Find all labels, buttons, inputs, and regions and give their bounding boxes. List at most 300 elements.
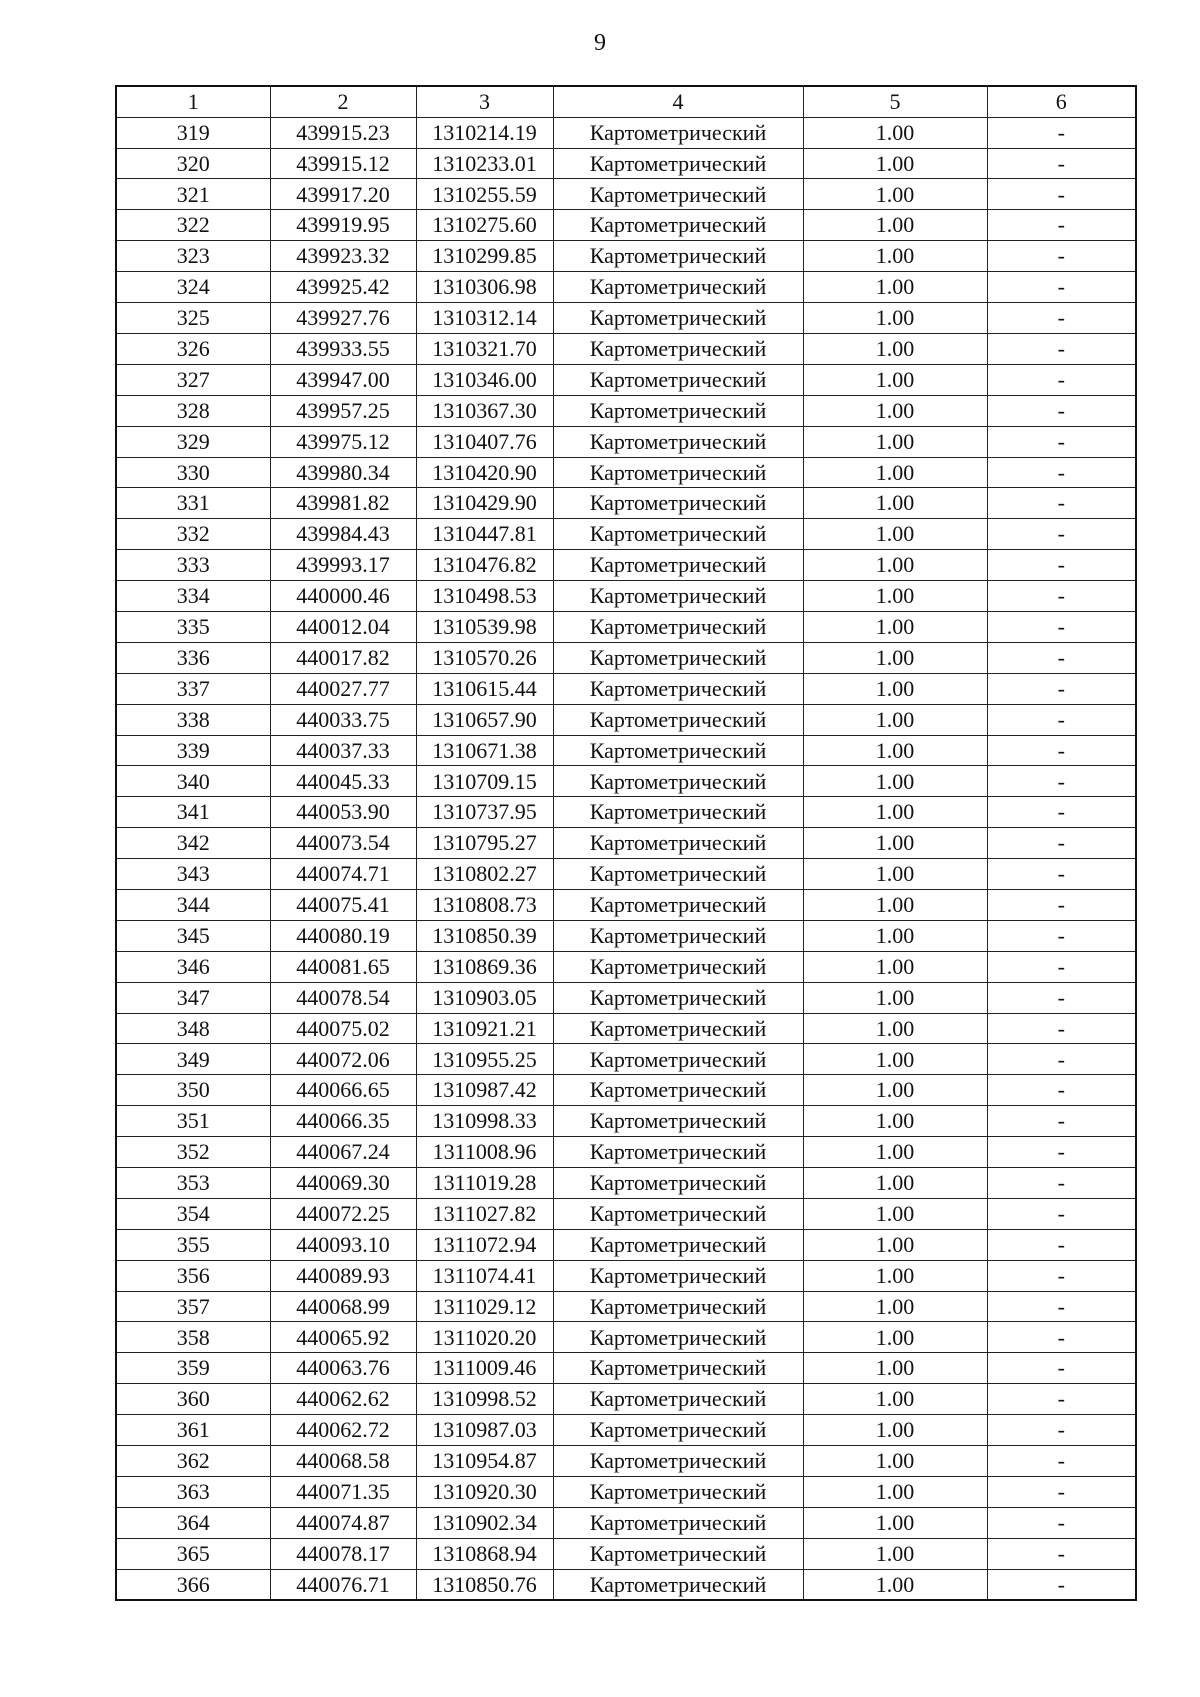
table-cell: 1.00 xyxy=(803,1538,987,1569)
table-cell: 353 xyxy=(116,1167,270,1198)
table-cell: 339 xyxy=(116,735,270,766)
table-cell: 440080.19 xyxy=(270,920,416,951)
table-cell: - xyxy=(987,1353,1136,1384)
table-cell: 1.00 xyxy=(803,1044,987,1075)
table-row xyxy=(116,1291,1136,1322)
table-row xyxy=(116,1137,1136,1168)
table-cell: Картометрический xyxy=(553,364,803,395)
table-cell: 362 xyxy=(116,1446,270,1477)
table-cell: 1.00 xyxy=(803,611,987,642)
table-cell: 1310987.03 xyxy=(416,1415,553,1446)
table-cell: Картометрический xyxy=(553,395,803,426)
table-row xyxy=(116,488,1136,519)
table-cell: 440000.46 xyxy=(270,581,416,612)
table-cell: 1310737.95 xyxy=(416,797,553,828)
table-cell: - xyxy=(987,1384,1136,1415)
table-cell: 1.00 xyxy=(803,426,987,457)
table-cell: 328 xyxy=(116,395,270,426)
table-cell: 348 xyxy=(116,1013,270,1044)
table-cell: 332 xyxy=(116,519,270,550)
table-row xyxy=(116,426,1136,457)
table-cell: 440071.35 xyxy=(270,1476,416,1507)
table-row xyxy=(116,951,1136,982)
table-cell: - xyxy=(987,1229,1136,1260)
table-cell: 1310998.52 xyxy=(416,1384,553,1415)
column-header: 2 xyxy=(270,86,416,117)
table-cell: 1.00 xyxy=(803,117,987,148)
table-row xyxy=(116,1415,1136,1446)
table-cell: - xyxy=(987,735,1136,766)
table-cell: Картометрический xyxy=(553,1044,803,1075)
table-cell: Картометрический xyxy=(553,642,803,673)
table-cell: 1310920.30 xyxy=(416,1476,553,1507)
table-cell: 1310407.76 xyxy=(416,426,553,457)
table-cell: 355 xyxy=(116,1229,270,1260)
table-cell: 440089.93 xyxy=(270,1260,416,1291)
table-cell: 1310902.34 xyxy=(416,1507,553,1538)
table-row xyxy=(116,457,1136,488)
table-cell: Картометрический xyxy=(553,241,803,272)
table-cell: 1310233.01 xyxy=(416,148,553,179)
table-cell: 1.00 xyxy=(803,1229,987,1260)
column-header: 4 xyxy=(553,86,803,117)
table-cell: 1.00 xyxy=(803,333,987,364)
table-cell: Картометрический xyxy=(553,581,803,612)
table-cell: 334 xyxy=(116,581,270,612)
table-row xyxy=(116,1167,1136,1198)
table-cell: Картометрический xyxy=(553,1476,803,1507)
table-cell: 440045.33 xyxy=(270,766,416,797)
table-cell: - xyxy=(987,889,1136,920)
table-cell: 327 xyxy=(116,364,270,395)
table-cell: Картометрический xyxy=(553,272,803,303)
table-cell: Картометрический xyxy=(553,1507,803,1538)
table-cell: - xyxy=(987,1322,1136,1353)
table-cell: - xyxy=(987,1260,1136,1291)
table-cell: 439975.12 xyxy=(270,426,416,457)
table-cell: Картометрический xyxy=(553,766,803,797)
table-cell: 338 xyxy=(116,704,270,735)
table-cell: 1.00 xyxy=(803,395,987,426)
table-cell: Картометрический xyxy=(553,704,803,735)
table-cell: 344 xyxy=(116,889,270,920)
table-cell: Картометрический xyxy=(553,488,803,519)
table-cell: 439915.12 xyxy=(270,148,416,179)
table-cell: - xyxy=(987,1167,1136,1198)
table-cell: - xyxy=(987,1415,1136,1446)
table-cell: Картометрический xyxy=(553,951,803,982)
table-cell: 439947.00 xyxy=(270,364,416,395)
table-cell: - xyxy=(987,488,1136,519)
table-cell: 440081.65 xyxy=(270,951,416,982)
table-cell: Картометрический xyxy=(553,519,803,550)
table-cell: 324 xyxy=(116,272,270,303)
table-cell: - xyxy=(987,1507,1136,1538)
table-cell: 347 xyxy=(116,982,270,1013)
table-cell: 440073.54 xyxy=(270,828,416,859)
table-cell: 331 xyxy=(116,488,270,519)
table-cell: 440012.04 xyxy=(270,611,416,642)
table-row xyxy=(116,148,1136,179)
table-row xyxy=(116,241,1136,272)
table-cell: 358 xyxy=(116,1322,270,1353)
table-cell: 350 xyxy=(116,1075,270,1106)
table-row xyxy=(116,179,1136,210)
table-cell: 1310998.33 xyxy=(416,1106,553,1137)
table-cell: - xyxy=(987,550,1136,581)
table-cell: Картометрический xyxy=(553,1137,803,1168)
table-cell: 1310615.44 xyxy=(416,673,553,704)
table-cell: 440093.10 xyxy=(270,1229,416,1260)
table-cell: 439927.76 xyxy=(270,303,416,334)
table-cell: - xyxy=(987,1044,1136,1075)
table-cell: Картометрический xyxy=(553,828,803,859)
table-cell: 340 xyxy=(116,766,270,797)
table-cell: 1310802.27 xyxy=(416,859,553,890)
table-cell: 1.00 xyxy=(803,704,987,735)
table-cell: 1.00 xyxy=(803,488,987,519)
table-cell: 1310321.70 xyxy=(416,333,553,364)
table-row xyxy=(116,735,1136,766)
table-row xyxy=(116,611,1136,642)
table-cell: 439957.25 xyxy=(270,395,416,426)
table-cell: 1310476.82 xyxy=(416,550,553,581)
table-cell: 440053.90 xyxy=(270,797,416,828)
table-cell: 1.00 xyxy=(803,303,987,334)
column-header: 1 xyxy=(116,86,270,117)
table-row xyxy=(116,797,1136,828)
table-cell: 359 xyxy=(116,1353,270,1384)
table-row xyxy=(116,982,1136,1013)
table-cell: 440017.82 xyxy=(270,642,416,673)
table-row xyxy=(116,889,1136,920)
table-cell: 1.00 xyxy=(803,1569,987,1600)
table-cell: 440076.71 xyxy=(270,1569,416,1600)
table-row xyxy=(116,519,1136,550)
table-cell: Картометрический xyxy=(553,1013,803,1044)
table-cell: 440078.54 xyxy=(270,982,416,1013)
table-cell: 1.00 xyxy=(803,1013,987,1044)
table-row xyxy=(116,642,1136,673)
table-cell: 333 xyxy=(116,550,270,581)
table-cell: 439919.95 xyxy=(270,210,416,241)
table-cell: - xyxy=(987,704,1136,735)
table-cell: 1310850.76 xyxy=(416,1569,553,1600)
table-cell: 366 xyxy=(116,1569,270,1600)
table-cell: 360 xyxy=(116,1384,270,1415)
table-cell: - xyxy=(987,426,1136,457)
table-cell: 351 xyxy=(116,1106,270,1137)
table-cell: 1310869.36 xyxy=(416,951,553,982)
table-cell: 440066.65 xyxy=(270,1075,416,1106)
table-cell: Картометрический xyxy=(553,1260,803,1291)
table-cell: 1.00 xyxy=(803,1353,987,1384)
table-cell: 440063.76 xyxy=(270,1353,416,1384)
table-cell: 1311020.20 xyxy=(416,1322,553,1353)
table-cell: - xyxy=(987,333,1136,364)
table-cell: - xyxy=(987,766,1136,797)
table-cell: 1310299.85 xyxy=(416,241,553,272)
table-cell: - xyxy=(987,982,1136,1013)
table-cell: 1.00 xyxy=(803,797,987,828)
table-cell: 1310306.98 xyxy=(416,272,553,303)
table-cell: - xyxy=(987,272,1136,303)
table-cell: 1310954.87 xyxy=(416,1446,553,1477)
table-cell: 1.00 xyxy=(803,1075,987,1106)
table-cell: Картометрический xyxy=(553,797,803,828)
table-cell: Картометрический xyxy=(553,1106,803,1137)
table-body xyxy=(116,117,1136,1600)
table-cell: 439915.23 xyxy=(270,117,416,148)
page-number: 9 xyxy=(594,30,606,56)
table-row xyxy=(116,1476,1136,1507)
table-cell: - xyxy=(987,581,1136,612)
table-cell: Картометрический xyxy=(553,148,803,179)
table-cell: - xyxy=(987,1569,1136,1600)
table-cell: Картометрический xyxy=(553,1384,803,1415)
table-cell: 1310255.59 xyxy=(416,179,553,210)
table-cell: Картометрический xyxy=(553,611,803,642)
table-cell: Картометрический xyxy=(553,117,803,148)
table-row xyxy=(116,395,1136,426)
table-cell: - xyxy=(987,642,1136,673)
table-cell: Картометрический xyxy=(553,1538,803,1569)
table-row xyxy=(116,1198,1136,1229)
table-cell: - xyxy=(987,364,1136,395)
table-cell: 346 xyxy=(116,951,270,982)
table-cell: Картометрический xyxy=(553,303,803,334)
table-cell: 1311027.82 xyxy=(416,1198,553,1229)
table-cell: Картометрический xyxy=(553,673,803,704)
table-cell: 440062.62 xyxy=(270,1384,416,1415)
table-cell: 1.00 xyxy=(803,457,987,488)
column-header: 3 xyxy=(416,86,553,117)
table-cell: 440078.17 xyxy=(270,1538,416,1569)
table-cell: 440037.33 xyxy=(270,735,416,766)
table-cell: 1310671.38 xyxy=(416,735,553,766)
table-cell: 1.00 xyxy=(803,1291,987,1322)
table-cell: 1.00 xyxy=(803,735,987,766)
table-cell: 1310420.90 xyxy=(416,457,553,488)
table-row xyxy=(116,1353,1136,1384)
table-cell: 440068.58 xyxy=(270,1446,416,1477)
table-cell: Картометрический xyxy=(553,1075,803,1106)
table-cell: - xyxy=(987,303,1136,334)
table-cell: 352 xyxy=(116,1137,270,1168)
table-row xyxy=(116,828,1136,859)
table-cell: 1310312.14 xyxy=(416,303,553,334)
table-cell: - xyxy=(987,395,1136,426)
table-row xyxy=(116,673,1136,704)
table-cell: 319 xyxy=(116,117,270,148)
table-cell: 439980.34 xyxy=(270,457,416,488)
table-cell: Картометрический xyxy=(553,859,803,890)
table-cell: 1310850.39 xyxy=(416,920,553,951)
table-cell: 1.00 xyxy=(803,1415,987,1446)
table-row xyxy=(116,117,1136,148)
table-cell: 1.00 xyxy=(803,1198,987,1229)
table-cell: 1310367.30 xyxy=(416,395,553,426)
table-cell: 440075.41 xyxy=(270,889,416,920)
table-cell: 1310795.27 xyxy=(416,828,553,859)
table-cell: 325 xyxy=(116,303,270,334)
table-cell: 439917.20 xyxy=(270,179,416,210)
table-cell: - xyxy=(987,1538,1136,1569)
table-cell: - xyxy=(987,828,1136,859)
table-cell: 1310570.26 xyxy=(416,642,553,673)
table-row xyxy=(116,272,1136,303)
table-cell: 1.00 xyxy=(803,519,987,550)
table-cell: 1.00 xyxy=(803,1446,987,1477)
table-cell: 1310921.21 xyxy=(416,1013,553,1044)
table-cell: 440072.25 xyxy=(270,1198,416,1229)
table-cell: Картометрический xyxy=(553,1353,803,1384)
table-cell: - xyxy=(987,951,1136,982)
table-cell: - xyxy=(987,673,1136,704)
table-cell: 1.00 xyxy=(803,272,987,303)
table-cell: Картометрический xyxy=(553,920,803,951)
table-cell: 440068.99 xyxy=(270,1291,416,1322)
table-cell: 322 xyxy=(116,210,270,241)
table-cell: 439923.32 xyxy=(270,241,416,272)
table-row xyxy=(116,1075,1136,1106)
table-cell: 1.00 xyxy=(803,364,987,395)
table-header-row xyxy=(116,86,1136,117)
table-cell: 337 xyxy=(116,673,270,704)
table-cell: 320 xyxy=(116,148,270,179)
table-cell: 439933.55 xyxy=(270,333,416,364)
table-cell: Картометрический xyxy=(553,1446,803,1477)
table-cell: Картометрический xyxy=(553,735,803,766)
table-cell: 1.00 xyxy=(803,1476,987,1507)
table-cell: 1.00 xyxy=(803,828,987,859)
table-cell: 1310429.90 xyxy=(416,488,553,519)
table-row xyxy=(116,1260,1136,1291)
table-row xyxy=(116,303,1136,334)
table-cell: 1.00 xyxy=(803,1384,987,1415)
table-cell: Картометрический xyxy=(553,333,803,364)
table-row xyxy=(116,1569,1136,1600)
table-cell: 329 xyxy=(116,426,270,457)
table-cell: 341 xyxy=(116,797,270,828)
table-cell: 440065.92 xyxy=(270,1322,416,1353)
table-cell: 1310868.94 xyxy=(416,1538,553,1569)
table-row xyxy=(116,766,1136,797)
table-cell: 1.00 xyxy=(803,148,987,179)
table-cell: - xyxy=(987,457,1136,488)
table-cell: 440069.30 xyxy=(270,1167,416,1198)
table-cell: Картометрический xyxy=(553,1229,803,1260)
table-row xyxy=(116,1044,1136,1075)
table-row xyxy=(116,1538,1136,1569)
table-cell: - xyxy=(987,1476,1136,1507)
table-cell: 439993.17 xyxy=(270,550,416,581)
table-cell: Картометрический xyxy=(553,210,803,241)
table-cell: 330 xyxy=(116,457,270,488)
table-cell: 342 xyxy=(116,828,270,859)
table-row xyxy=(116,210,1136,241)
table-cell: - xyxy=(987,241,1136,272)
table-cell: 1.00 xyxy=(803,1507,987,1538)
table-cell: 1.00 xyxy=(803,673,987,704)
table-cell: 1311008.96 xyxy=(416,1137,553,1168)
table-cell: 440027.77 xyxy=(270,673,416,704)
table-cell: 1310214.19 xyxy=(416,117,553,148)
table-row xyxy=(116,1384,1136,1415)
table-cell: 1.00 xyxy=(803,1137,987,1168)
table-cell: 439981.82 xyxy=(270,488,416,519)
table-cell: 336 xyxy=(116,642,270,673)
table-cell: Картометрический xyxy=(553,1198,803,1229)
table-cell: 1310275.60 xyxy=(416,210,553,241)
table-cell: 361 xyxy=(116,1415,270,1446)
table-cell: 1311009.46 xyxy=(416,1353,553,1384)
table-cell: 1.00 xyxy=(803,642,987,673)
table-cell: 343 xyxy=(116,859,270,890)
table-cell: 1.00 xyxy=(803,210,987,241)
table-cell: - xyxy=(987,519,1136,550)
table-cell: 345 xyxy=(116,920,270,951)
table-cell: - xyxy=(987,1075,1136,1106)
table-cell: 1310903.05 xyxy=(416,982,553,1013)
table-cell: 1.00 xyxy=(803,550,987,581)
table-cell: 1.00 xyxy=(803,766,987,797)
table-cell: Картометрический xyxy=(553,1569,803,1600)
table-cell: 356 xyxy=(116,1260,270,1291)
table-cell: - xyxy=(987,797,1136,828)
table-cell: Картометрический xyxy=(553,1415,803,1446)
table-row xyxy=(116,581,1136,612)
table-cell: 1.00 xyxy=(803,1260,987,1291)
table-cell: 1310498.53 xyxy=(416,581,553,612)
table-row xyxy=(116,920,1136,951)
table-cell: 1.00 xyxy=(803,859,987,890)
table-cell: 1.00 xyxy=(803,889,987,920)
table-cell: 357 xyxy=(116,1291,270,1322)
table-cell: Картометрический xyxy=(553,1291,803,1322)
table-cell: 440075.02 xyxy=(270,1013,416,1044)
table-cell: - xyxy=(987,859,1136,890)
table-cell: 439984.43 xyxy=(270,519,416,550)
table-row xyxy=(116,859,1136,890)
table-cell: 440066.35 xyxy=(270,1106,416,1137)
table-cell: 354 xyxy=(116,1198,270,1229)
table-row xyxy=(116,1446,1136,1477)
table-cell: 1310346.00 xyxy=(416,364,553,395)
table-cell: 323 xyxy=(116,241,270,272)
table-cell: 365 xyxy=(116,1538,270,1569)
table-cell: - xyxy=(987,1446,1136,1477)
table-cell: 1310987.42 xyxy=(416,1075,553,1106)
table-row xyxy=(116,1507,1136,1538)
table-cell: 1310955.25 xyxy=(416,1044,553,1075)
table-row xyxy=(116,333,1136,364)
table-row xyxy=(116,364,1136,395)
table-cell: 1.00 xyxy=(803,1106,987,1137)
table-row xyxy=(116,1106,1136,1137)
table-cell: Картометрический xyxy=(553,550,803,581)
table-cell: 1.00 xyxy=(803,1167,987,1198)
table-cell: 1311029.12 xyxy=(416,1291,553,1322)
table-cell: 326 xyxy=(116,333,270,364)
table-cell: 321 xyxy=(116,179,270,210)
table-cell: 1310447.81 xyxy=(416,519,553,550)
table-row xyxy=(116,1013,1136,1044)
table-cell: 1311019.28 xyxy=(416,1167,553,1198)
table-cell: 440072.06 xyxy=(270,1044,416,1075)
table-cell: - xyxy=(987,1198,1136,1229)
table-cell: - xyxy=(987,179,1136,210)
